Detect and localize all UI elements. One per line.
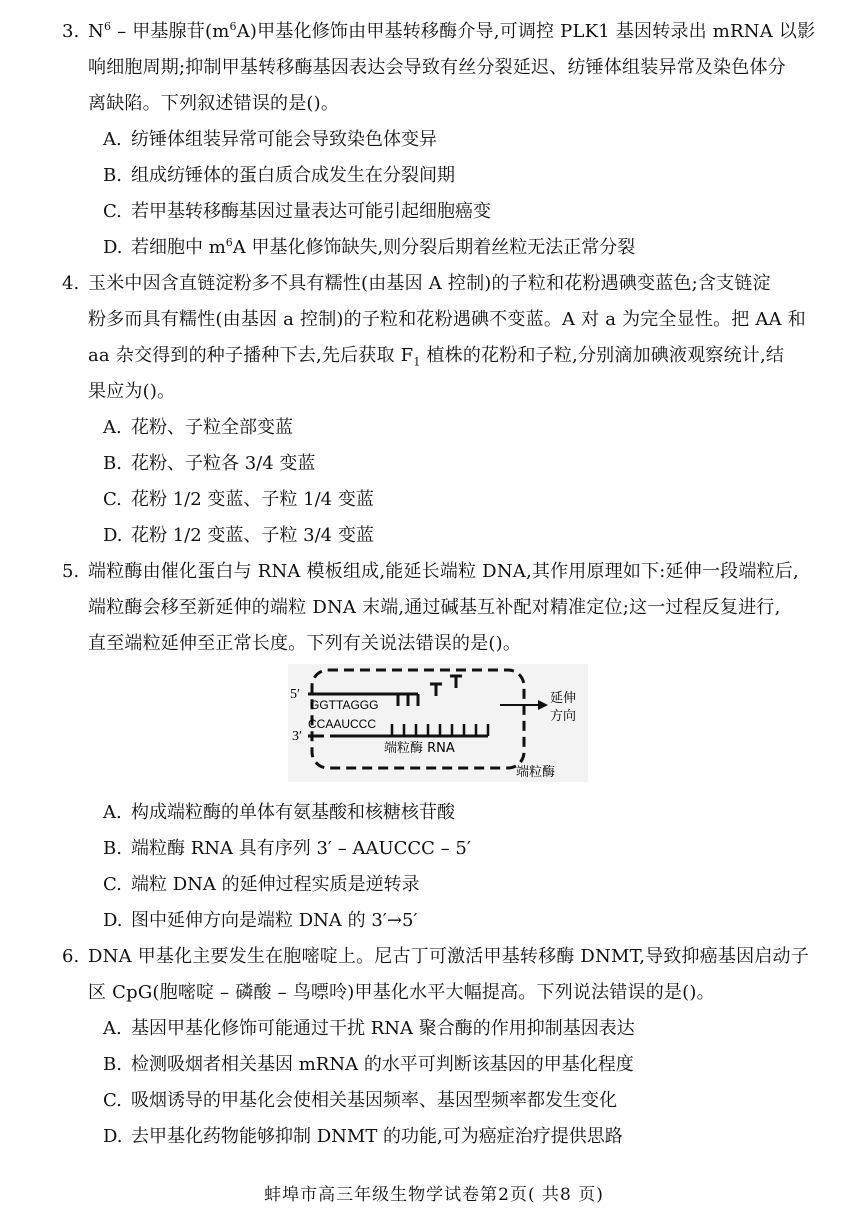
label-5prime: 5′: [290, 687, 301, 702]
direction-label-2: 方向: [550, 709, 577, 724]
question-3-option-c: C. 若甲基转移酶基因过量表达可能引起细胞癌变: [103, 201, 491, 222]
question-4-line-4: 果应为()。: [88, 381, 176, 402]
question-4-line-2: 粉多而具有糯性(由基因 a 控制)的子粒和花粉遇碘不变蓝。A 对 a 为完全显性。把 AA 和: [88, 309, 806, 330]
seq-bottom: CCAAUCCC: [308, 717, 377, 731]
question-3-number: 3.: [62, 21, 80, 42]
question-6-option-a: A. 基因甲基化修饰可能通过干扰 RNA 聚合酶的作用抑制基因表达: [103, 1018, 635, 1039]
question-4-option-a: A. 花粉、子粒全部变蓝: [103, 417, 293, 438]
question-5-line-3: 直至端粒延伸至正常长度。下列有关说法错误的是()。: [88, 633, 522, 654]
telomerase-diagram-svg: [288, 664, 588, 782]
label-3prime: 3′: [292, 729, 303, 744]
question-3-option-a: A. 纺锤体组装异常可能会导致染色体变异: [103, 129, 437, 150]
question-6-option-c: C. 吸烟诱导的甲基化会使相关基因频率、基因型频率都发生变化: [103, 1090, 617, 1111]
question-6-number: 6.: [62, 946, 80, 967]
question-4-line-3: aa 杂交得到的种子播种下去,先后获取 $F_1$ 植株的花粉和子粒,分别滴加碘液观察统计,结: [88, 345, 785, 369]
question-6-option-b: B. 检测吸烟者相关基因 mRNA 的水平可判断该基因的甲基化程度: [103, 1054, 634, 1075]
question-5-option-c: C. 端粒 DNA 的延伸过程实质是逆转录: [103, 874, 420, 895]
question-5-option-b: B. 端粒酶 RNA 具有序列 3′ – AAUCCC – 5′: [103, 838, 471, 859]
question-5-option-d: D. 图中延伸方向是端粒 DNA 的 3′→5′: [103, 910, 418, 931]
question-5-number: 5.: [62, 561, 80, 582]
question-6-line-2: 区 CpG(胞嘧啶 – 磷酸 – 鸟嘌呤)甲基化水平大幅提高。下列说法错误的是()。: [88, 982, 715, 1003]
question-4-number: 4.: [62, 273, 80, 294]
rna-label: 端粒酶 RNA: [384, 741, 455, 756]
question-6-option-d: D. 去甲基化药物能够抑制 DNMT 的功能,可为癌症治疗提供思路: [103, 1126, 623, 1147]
question-3-line-1: $N^6$ – 甲基腺苷$(m^6A)$甲基化修饰由甲基转移酶介导,可调控 PLK1 基因转录出 mRNA 以影: [88, 20, 816, 42]
question-3-line-3: 离缺陷。下列叙述错误的是()。: [88, 93, 340, 114]
question-3-option-b: B. 组成纺锤体的蛋白质合成发生在分裂间期: [103, 165, 455, 186]
question-5-line-1: 端粒酶由催化蛋白与 RNA 模板组成,能延长端粒 DNA,其作用原理如下:延伸一段端粒后,: [88, 561, 799, 582]
question-6-line-1: DNA 甲基化主要发生在胞嘧啶上。尼古丁可激活甲基转移酶 DNMT,导致抑癌基因启动子: [88, 946, 809, 967]
telomerase-diagram: [288, 664, 588, 782]
question-4-line-1: 玉米中因含直链淀粉多不具有糯性(由基因 A 控制)的子粒和花粉遇碘变蓝色;含支链淀: [88, 273, 771, 294]
question-5-line-2: 端粒酶会移至新延伸的端粒 DNA 末端,通过碱基互补配对精准定位;这一过程反复进行,: [88, 597, 781, 618]
question-3-option-d: D. 若细胞中 $m^6A$ 甲基化修饰缺失,则分裂后期着丝粒无法正常分裂: [103, 236, 636, 258]
enzyme-label: 端粒酶: [516, 765, 556, 780]
question-4-option-c: C. 花粉 1/2 变蓝、子粒 1/4 变蓝: [103, 489, 374, 510]
question-4-option-d: D. 花粉 1/2 变蓝、子粒 3/4 变蓝: [103, 525, 374, 546]
question-5-option-a: A. 构成端粒酶的单体有氨基酸和核糖核苷酸: [103, 802, 455, 823]
page-footer: 蚌埠市高三年级生物学试卷第2页( 共8 页): [264, 1185, 604, 1205]
question-3-line-2: 响细胞周期;抑制甲基转移酶基因表达会导致有丝分裂延迟、纺锤体组装异常及染色体分: [88, 57, 786, 78]
seq-top: GGTTAGGG: [310, 698, 379, 712]
direction-label-1: 延伸: [550, 691, 577, 706]
question-4-option-b: B. 花粉、子粒各 3/4 变蓝: [103, 453, 316, 474]
